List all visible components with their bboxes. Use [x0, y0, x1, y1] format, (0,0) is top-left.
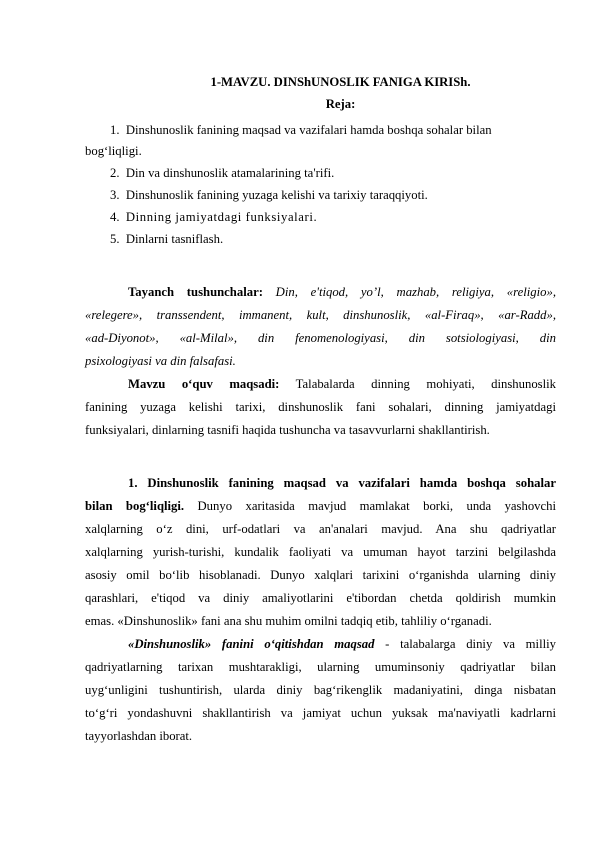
section-line-3: xalqlarning yurish-turishi, kundalik faoliyati va umuman hayot tarzini belgilashda: [85, 545, 556, 559]
para2-line-4: to‘g‘ri yondashuvni shakllantirish va jamiyat uchun yuksak ma'naviyatli kadrlarni: [85, 706, 556, 720]
keywords-label: Tayanch tushunchalar:: [128, 285, 263, 299]
goal-label: Mavzu o‘quv maqsadi:: [128, 377, 280, 391]
keywords-line-4: psixologiyasi va din falsafasi.: [85, 354, 236, 368]
para2-term: «Dinshunoslik» fanini o‘qitishdan maqsad: [128, 637, 375, 651]
section-line-5: qarashlari, e'tiqod va diniy amaliyotlarini e'tibordan chetda qoldirish mumkin: [85, 591, 556, 605]
para2-line-5: tayyorlashdan iborat.: [85, 729, 193, 743]
page-title: 1-MAVZU. DINShUNOSLIK FANIGA KIRISh.: [210, 75, 471, 89]
plan-item-1: 1. Dinshunoslik fanining maqsad va vazifalari hamda boshqa sohalar bilan: [110, 123, 492, 137]
keywords-line-2: «relegere», transsendent, immanent, kult, dinshunoslik, «al-Firaq», «ar-Radd»,: [85, 308, 556, 322]
para2-line-2: qadriyatlarning tarixan mushtarakligi, ularning umuminsoniy qadriyatlar bilan: [85, 660, 556, 674]
section-line-6: emas. «Dinshunoslik» fani ana shu muhim omilni tadqiq etib, tahliliy o‘rganadi.: [85, 614, 492, 628]
plan-item-3: 3. Dinshunoslik fanining yuzaga kelishi va tarixiy taraqqiyoti.: [110, 188, 428, 202]
plan-item-5: 5. Dinlarni tasniflash.: [110, 232, 224, 246]
para2-line-3: uyg‘unligini tushuntirish, ularda diniy bag‘rikenglik madaniyatini, dinga nisbatan: [85, 683, 556, 697]
plan-item-1-cont: bog‘liqligi.: [85, 144, 142, 158]
goal-line-3: funksiyalari, dinlarning tasnifi haqida tushuncha va tasavvurlarni shakllantirish.: [85, 423, 490, 437]
plan-item-4: 4. Dinning jamiyatdagi funksiyalari.: [110, 210, 318, 224]
para2-line-1: «Dinshunoslik» fanini o‘qitishdan maqsad - talabalarga diniy va milliy: [128, 637, 556, 651]
section-line-1: bilan bog‘liqligi. Dunyo xaritasida mavjud mamlakat borki, unda yashovchi: [85, 499, 557, 513]
keywords-line-3: «ad-Diyonot», «al-Milal», din fenomenologiyasi, din sotsiologiyasi, din: [85, 331, 556, 345]
section-line-4: asosiy omil bo‘lib hisoblanadi. Dunyo xalqlari tarixini o‘rganishda ularning diniy: [85, 568, 556, 582]
plan-label: Reja:: [325, 97, 356, 111]
goal-line-1: Mavzu o‘quv maqsadi: Talabalarda dinning mohiyati, dinshunoslik: [128, 377, 557, 391]
goal-line-2: fanining yuzaga kelishi tarixi, dinshunoslik fani sohalari, dinning jamiyatdagi: [85, 400, 556, 414]
keywords-line-1: Tayanch tushunchalar: Din, e'tiqod, yo’l, mazhab, religiya, «religio»,: [128, 285, 557, 299]
section-heading: 1. Dinshunoslik fanining maqsad va vazifalari hamda boshqa sohalar: [128, 476, 556, 490]
section-line-2: xalqlarning o‘z dini, urf-odatlari va an'analari mavjud. Ana shu qadriyatlar: [85, 522, 556, 536]
plan-item-2: 2. Din va dinshunoslik atamalarining ta'rifi.: [110, 166, 335, 180]
